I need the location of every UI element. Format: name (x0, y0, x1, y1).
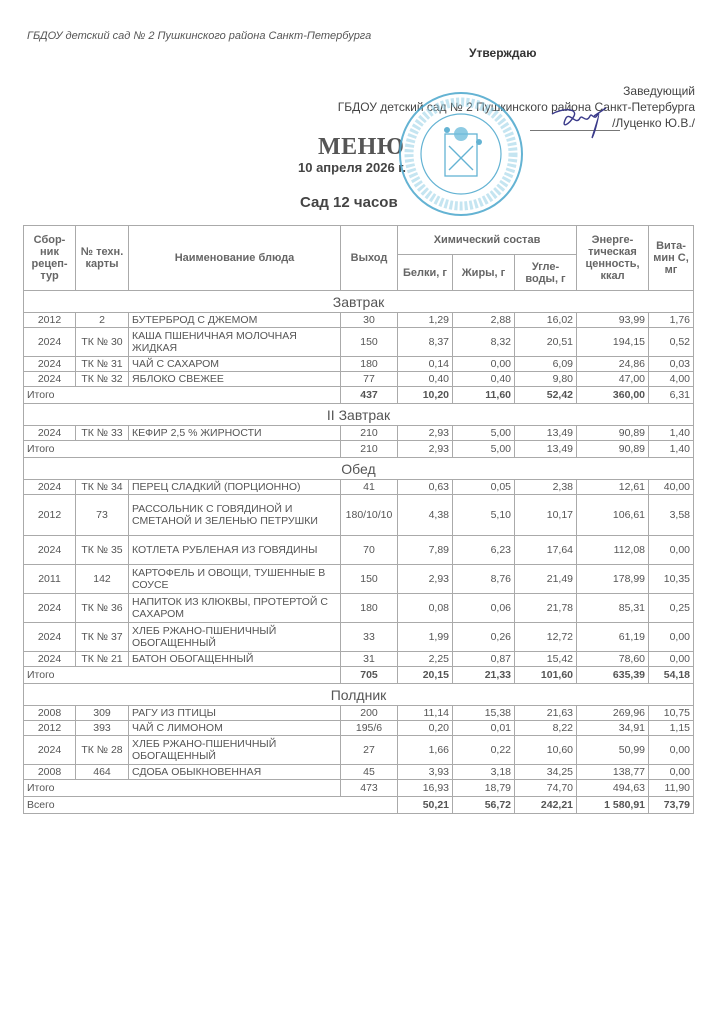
col-header-vitc: Вита-мин С, мг (649, 226, 694, 291)
table-row: 2024 ТК № 31 ЧАЙ С САХАРОМ 180 0,14 0,00 6,09 24,86 0,03 (24, 357, 694, 372)
table-row: 2024 ТК № 34 ПЕРЕЦ СЛАДКИЙ (ПОРЦИОННО) 41 0,63 0,05 2,38 12,61 40,00 (24, 480, 694, 495)
section-header: Полдник (24, 684, 694, 706)
table-row: 2012 2 БУТЕРБРОД С ДЖЕМОМ 30 1,29 2,88 16,02 93,99 1,76 (24, 313, 694, 328)
section-total-row: Итого 705 20,15 21,33 101,60 635,39 54,18 (24, 667, 694, 684)
approval-label: Утверждаю (469, 46, 537, 60)
table-row: 2012 393 ЧАЙ С ЛИМОНОМ 195/6 0,20 0,01 8,22 34,91 1,15 (24, 721, 694, 736)
section-header: II Завтрак (24, 404, 694, 426)
table-row: 2024 ТК № 28 ХЛЕБ РЖАНО-ПШЕНИЧНЫЙ ОБОГАЩЕННЫЙ 27 1,66 0,22 10,60 50,99 0,00 (24, 736, 694, 765)
col-header-collection: Сбор-ник рецеп-тур (24, 226, 76, 291)
col-header-yield: Выход (341, 226, 398, 291)
col-header-chem: Химический состав (398, 226, 577, 255)
col-header-protein: Белки, г (398, 255, 453, 291)
head-organization: ГБДОУ детский сад № 2 Пушкинского района Санкт-Петербурга (337, 100, 695, 114)
col-header-fat: Жиры, г (453, 255, 515, 291)
col-header-dish: Наименование блюда (129, 226, 341, 291)
section-total-row: Итого 210 2,93 5,00 13,49 90,89 1,40 (24, 441, 694, 458)
section-total-row: Итого 437 10,20 11,60 52,42 360,00 6,31 (24, 387, 694, 404)
col-header-carbs: Угле-воды, г (515, 255, 577, 291)
table-row: 2024 ТК № 37 ХЛЕБ РЖАНО-ПШЕНИЧНЫЙ ОБОГАЩЕННЫЙ 33 1,99 0,26 12,72 61,19 0,00 (24, 623, 694, 652)
table-row: 2024 ТК № 30 КАША ПШЕНИЧНАЯ МОЛОЧНАЯ ЖИДКАЯ 150 8,37 8,32 20,51 194,15 0,52 (24, 328, 694, 357)
org-header-top: ГБДОУ детский сад № 2 Пушкинского района Санкт-Петербурга (27, 30, 372, 42)
table-row: 2008 464 СДОБА ОБЫКНОВЕННАЯ 45 3,93 3,18 34,25 138,77 0,00 (24, 765, 694, 780)
head-name: /Луценко Ю.В./ (612, 116, 695, 130)
signature-icon (548, 104, 610, 140)
menu-table (23, 225, 694, 814)
table-row: 2024 ТК № 36 НАПИТОК ИЗ КЛЮКВЫ, ПРОТЕРТОЙ С САХАРОМ 180 0,08 0,06 21,78 85,31 0,25 (24, 594, 694, 623)
table-row: 2024 ТК № 21 БАТОН ОБОГАЩЕННЫЙ 31 2,25 0,87 15,42 78,60 0,00 (24, 652, 694, 667)
menu-date: 10 апреля 2026 г. (298, 160, 407, 175)
table-row: 2024 ТК № 35 КОТЛЕТА РУБЛЕНАЯ ИЗ ГОВЯДИНЫ 70 7,89 6,23 17,64 112,08 0,00 (24, 536, 694, 565)
table-row: 2011 142 КАРТОФЕЛЬ И ОВОЩИ, ТУШЕННЫЕ В СОУСЕ 150 2,93 8,76 21,49 178,99 10,35 (24, 565, 694, 594)
col-header-tech-card: № техн. карты (76, 226, 129, 291)
col-header-energy: Энерге-тическая ценность, ккал (577, 226, 649, 291)
table-row: 2024 ТК № 33 КЕФИР 2,5 % ЖИРНОСТИ 210 2,93 5,00 13,49 90,89 1,40 (24, 426, 694, 441)
table-row: 2012 73 РАССОЛЬНИК С ГОВЯДИНОЙ И СМЕТАНОЙ И ЗЕЛЕНЬЮ ПЕТРУШКИ 180/10/10 4,38 5,10 10,17 106,61 3,58 (24, 495, 694, 536)
table-row: 2024 ТК № 32 ЯБЛОКО СВЕЖЕЕ 77 0,40 0,40 9,80 47,00 4,00 (24, 372, 694, 387)
menu-subtitle: Сад 12 часов (300, 194, 398, 211)
head-title: Заведующий (623, 84, 695, 98)
section-total-row: Итого 473 16,93 18,79 74,70 494,63 11,90 (24, 780, 694, 797)
section-header: Обед (24, 458, 694, 480)
grand-total-row: Всего 50,21 56,72 242,21 1 580,91 73,79 (24, 797, 694, 814)
menu-title: МЕНЮ (318, 134, 405, 160)
table-row: 2008 309 РАГУ ИЗ ПТИЦЫ 200 11,14 15,38 21,63 269,96 10,75 (24, 706, 694, 721)
section-header: Завтрак (24, 291, 694, 313)
